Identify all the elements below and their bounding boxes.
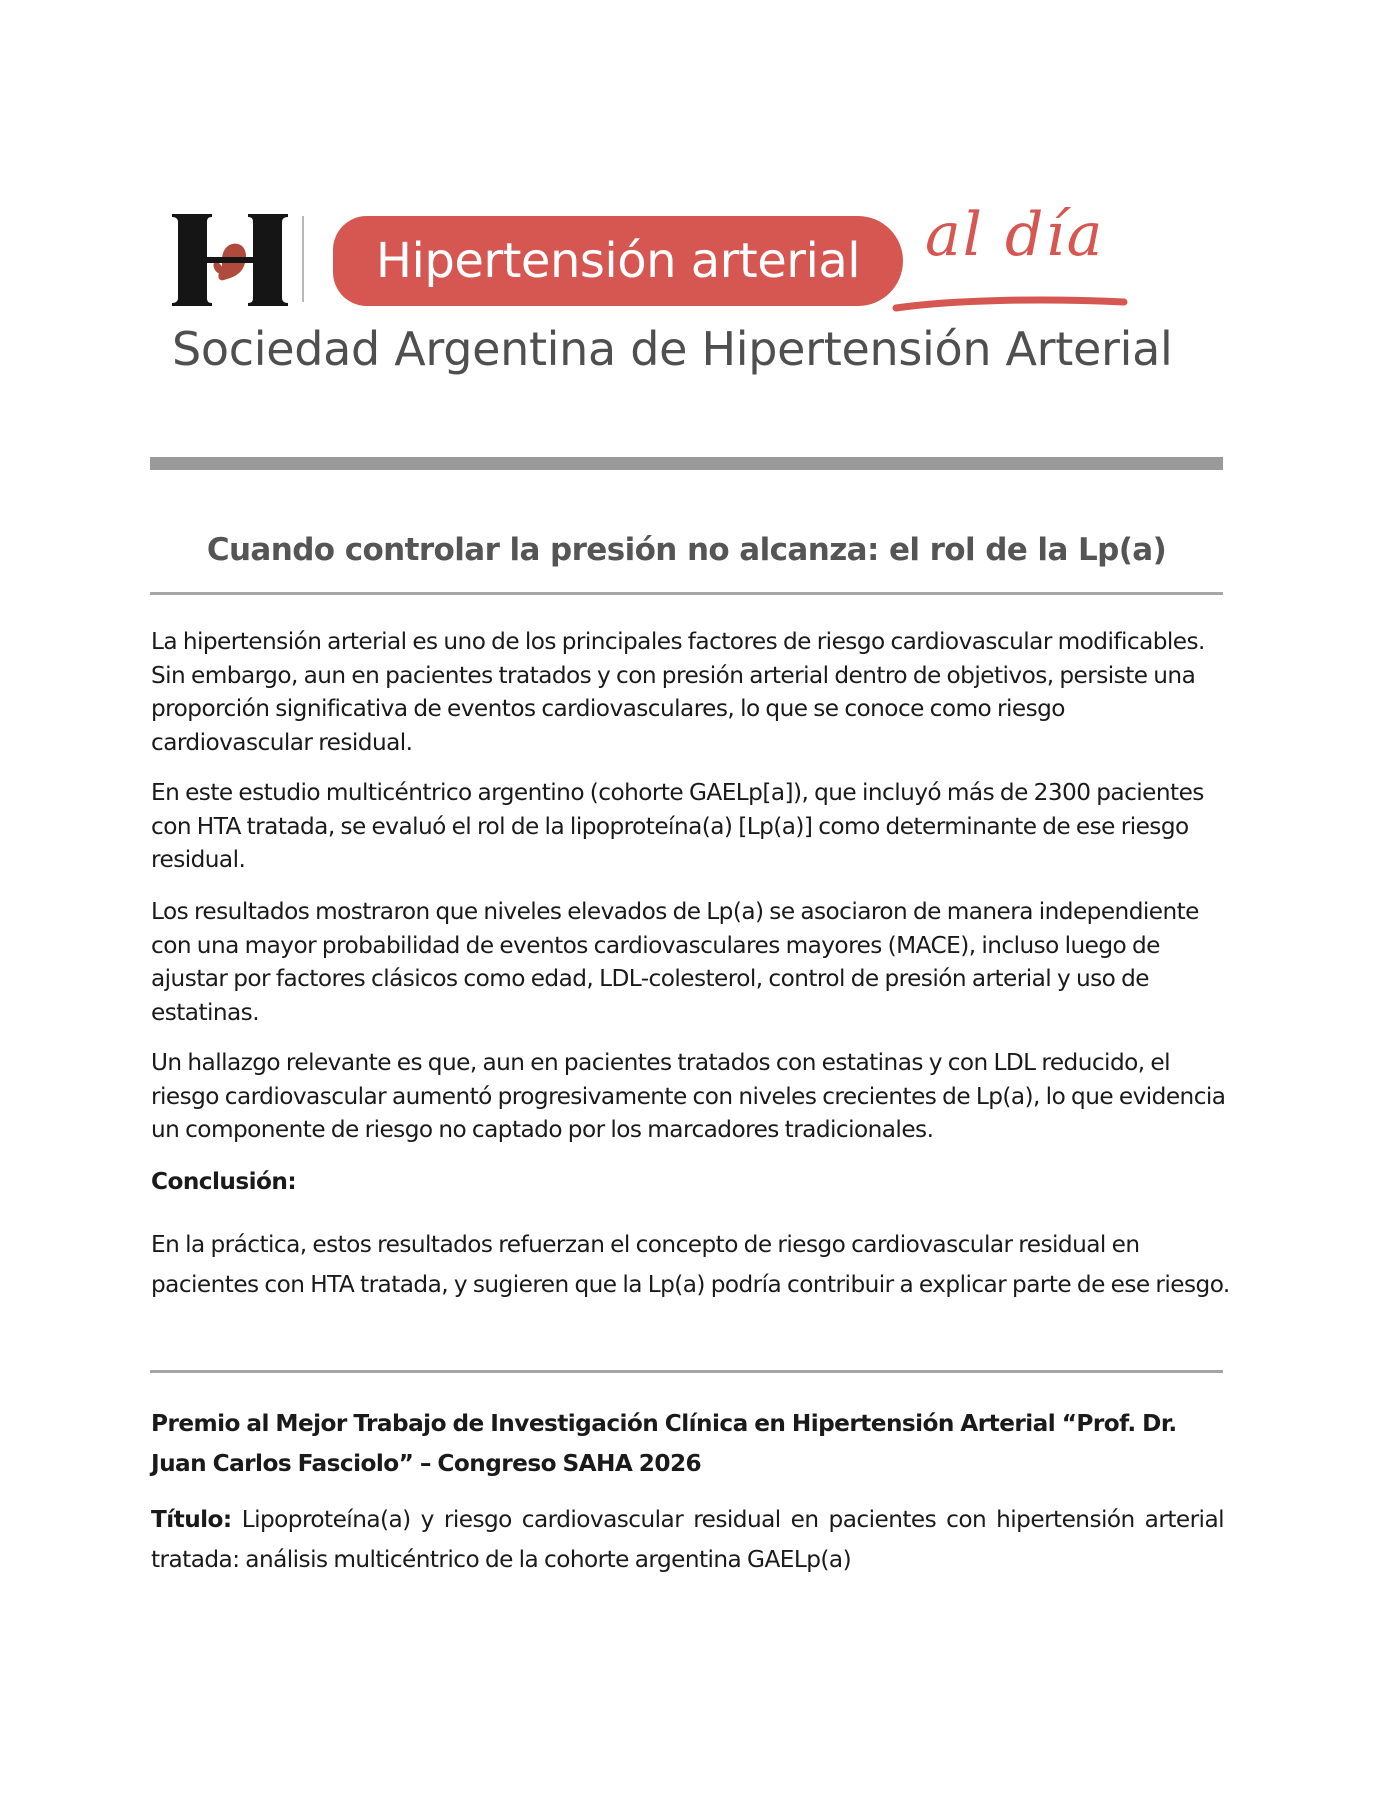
paragraph-text: En este estudio multicéntrico argentino (cohorte GAELp[a]), que incluyó más de 2300 pacientes con HTA tratada, se evaluó el rol de la lipoproteína(a) [Lp(a)] como determinante de ese riesgo residual. — [151, 779, 1204, 873]
paragraph-text: Un hallazgo relevante es que, aun en pacientes tratados con estatinas y con LDL reducido, el riesgo cardiovascular aumentó progresivamente con niveles crecientes de Lp(a), lo que evidencia un componente de riesgo no captado por los marcadores tradicionales. — [151, 1049, 1226, 1143]
paragraph-3 — [151, 895, 1231, 1029]
brand-script-text: al día — [925, 200, 1105, 270]
award-heading: Premio al Mejor Trabajo de Investigación Clínica en Hipertensión Arterial “Prof. Dr. Juan Carlos Fasciolo” – Congreso SAHA 2026 — [151, 1410, 1177, 1477]
paragraph-4 — [151, 1046, 1231, 1147]
award-title-label: Título: — [151, 1506, 232, 1533]
conclusion-label: Conclusión: — [151, 1168, 297, 1195]
paragraph-text: Los resultados mostraron que niveles elevados de Lp(a) se asociaron de manera independiente con una mayor probabilidad de eventos cardiovasculares mayores (MACE), incluso luego de ajustar por factores clásicos como edad, LDL-colesterol, control de presión arterial y uso de estatinas. — [151, 898, 1199, 1026]
header-divider — [150, 457, 1223, 470]
award-title — [151, 1500, 1224, 1580]
logo-h-heart-icon — [172, 214, 288, 306]
brush-underline-icon — [892, 294, 1128, 314]
award-divider — [150, 1370, 1223, 1373]
logo-separator — [302, 216, 304, 302]
award-title-text: Lipoproteína(a) y riesgo cardiovascular residual en pacientes con hipertensión arterial tratada: análisis multicéntrico de la cohorte argentina GAELp(a) — [151, 1506, 1224, 1573]
title-divider — [150, 592, 1223, 595]
conclusion-text: En la práctica, estos resultados refuerzan el concepto de riesgo cardiovascular residual en pacientes con HTA tratada, y sugieren que la Lp(a) podría contribuir a explicar parte de ese riesgo. — [151, 1231, 1230, 1298]
brand-pill-text: Hipertensión arterial — [375, 233, 861, 289]
article-title: Cuando controlar la presión no alcanza: el rol de la Lp(a) — [206, 531, 1167, 568]
paragraph-text: La hipertensión arterial es uno de los principales factores de riesgo cardiovascular modificables. Sin embargo, aun en pacientes tratados y con presión arterial dentro de objetivos, persiste una proporción significativa de eventos cardiovasculares, lo que se conoce como riesgo cardiovascular residual. — [151, 628, 1205, 756]
society-name: Sociedad Argentina de Hipertensión Arterial — [172, 322, 1173, 376]
brand-pill — [333, 216, 903, 306]
paragraph-1 — [151, 625, 1231, 759]
paragraph-2 — [151, 776, 1231, 877]
conclusion-paragraph — [151, 1225, 1231, 1305]
